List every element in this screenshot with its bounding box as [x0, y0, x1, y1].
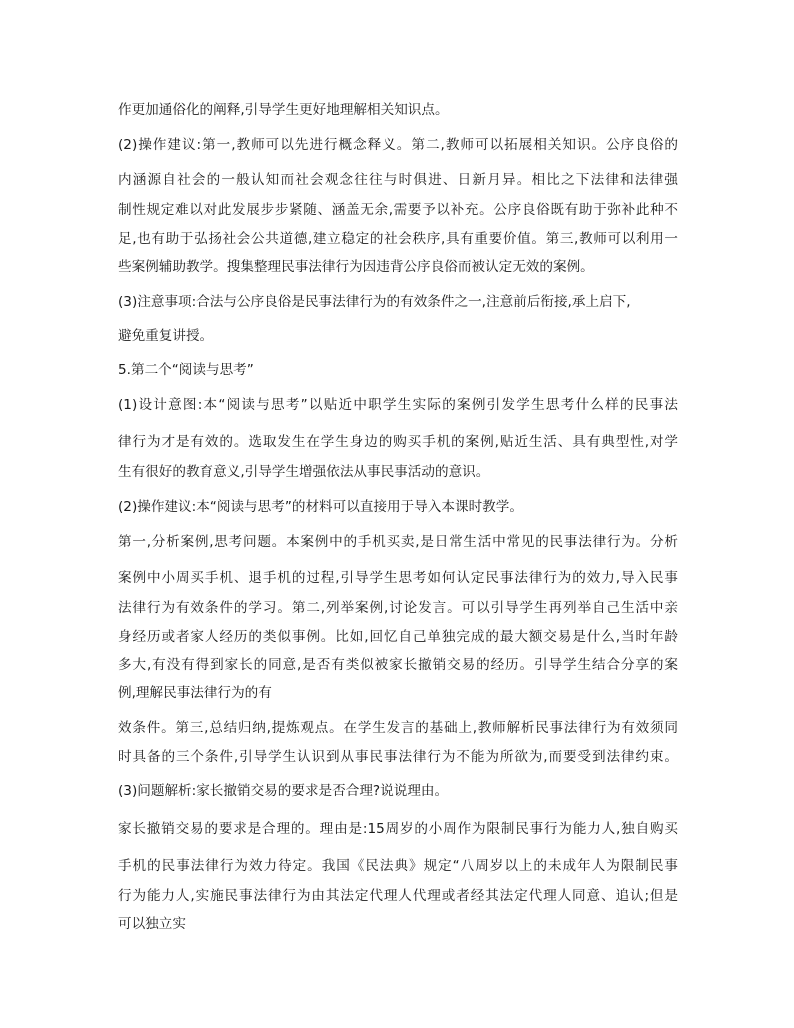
text-line: 内涵源自社会的一般认知而社会观念往往与时俱进、日新月异。相比之下法律和法律强: [118, 172, 678, 188]
text-line: 些案例辅助教学。搜集整理民事法律行为因违背公序良俗而被认定无效的案例。: [118, 259, 594, 275]
text-line: 生有很好的教育意义,引导学生增强依法从事民事活动的意识。: [118, 464, 490, 480]
text-line: 案例中小周买手机、退手机的过程,引导学生思考如何认定民事法律行为的效力,导入民事: [118, 570, 678, 586]
text-line: 作更加通俗化的阐释,引导学生更好地理解相关知识点。: [118, 102, 449, 118]
text-line: 例,理解民事法律行为的有: [118, 685, 272, 701]
text-line: 效条件。第三,总结归纳,提炼观点。在学生发言的基础上,教师解析民事法律行为有效须同: [118, 720, 678, 736]
text-line: 行为能力人,实施民事法律行为由其法定代理人代理或者经其法定代理人同意、追认;但是: [118, 888, 678, 904]
text-line: 足,也有助于弘扬社会公共道德,建立稳定的社会秩序,具有重要价值。第三,教师可以利用一: [118, 231, 678, 247]
text-line: 身经历或者家人经历的类似事例。比如,回忆自己单独完成的最大额交易是什么,当时年龄: [118, 629, 678, 645]
text-line: (3)问题解析:家长撤销交易的要求是否合理?说说理由。: [118, 783, 449, 799]
text-line: (2)操作建议:本“阅读与思考”的材料可以直接用于导入本课时教学。: [118, 499, 523, 515]
text-line: 可以独立实: [118, 916, 186, 932]
text-line: (1)设计意图:本“阅读与思考”以贴近中职学生实际的案例引发学生思考什么样的民事法: [118, 397, 678, 413]
text-line: 手机的民事法律行为效力待定。我国《民法典》规定“八周岁以上的未成年人为限制民事: [118, 858, 678, 874]
text-line: 法律行为有效条件的学习。第二,列举案例,讨论发言。可以引导学生再列举自己生活中亲: [118, 600, 678, 616]
text-line: (3)注意事项:合法与公序良俗是民事法律行为的有效条件之一,注意前后衔接,承上启下,: [118, 294, 631, 310]
section-heading: 5.第二个“阅读与思考”: [118, 362, 254, 378]
text-line: 第一,分析案例,思考问题。本案例中的手机买卖,是日常生活中常见的民事法律行为。分析: [118, 534, 678, 550]
text-line: 多大,有没有得到家长的同意,是否有类似被家长撤销交易的经历。引导学生结合分享的案: [118, 657, 678, 673]
text-line: 制性规定难以对此发展步步紧随、涵盖无余,需要予以补充。公序良俗既有助于弥补此种不: [118, 202, 678, 218]
text-line: (2)操作建议:第一,教师可以先进行概念释义。第二,教师可以拓展相关知识。公序良俗的: [118, 137, 678, 153]
text-line: 家长撤销交易的要求是合理的。理由是:15周岁的小周作为限制民事行为能力人,独自购买: [118, 821, 678, 837]
text-line: 时具备的三个条件,引导学生认识到从事民事法律行为不能为所欲为,而要受到法律约束。: [118, 749, 678, 765]
text-line: 避免重复讲授。: [118, 328, 214, 344]
text-line: 律行为才是有效的。选取发生在学生身边的购买手机的案例,贴近生活、具有典型性,对学: [118, 434, 678, 450]
